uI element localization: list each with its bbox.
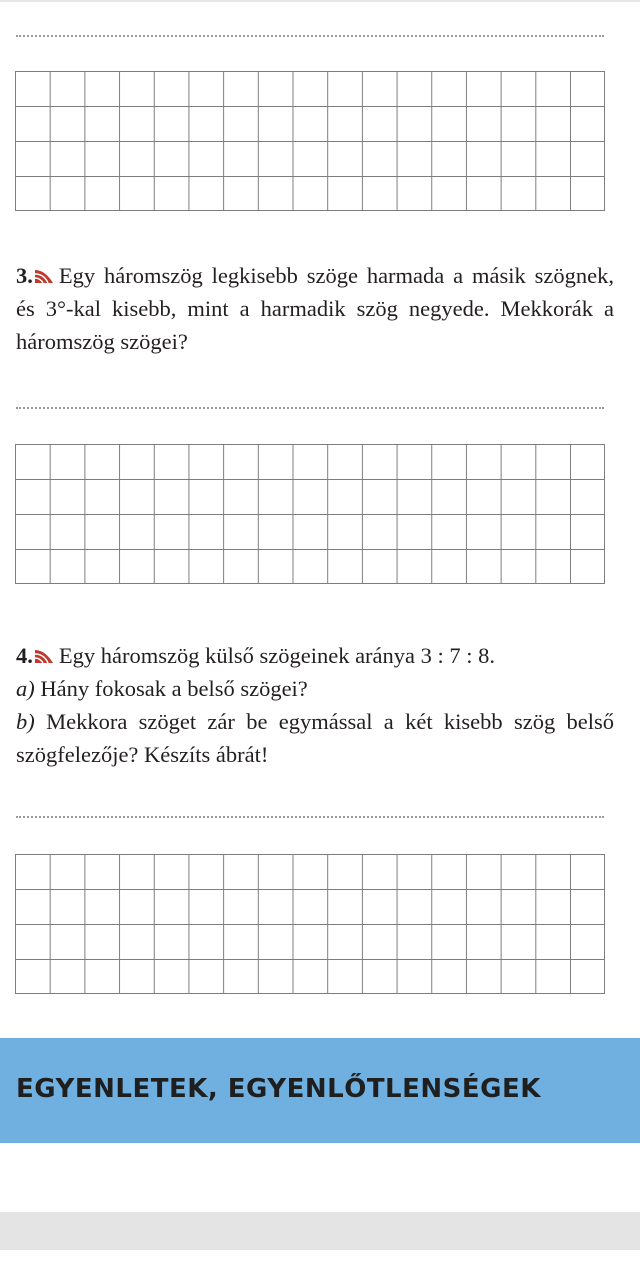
answer-grid[interactable] — [15, 854, 605, 994]
subtask-label: b) — [16, 709, 35, 734]
bottom-bar — [0, 1212, 640, 1250]
task-text: Egy háromszög legkisebb szöge harmada a másik szögnek, és 3°-kal kisebb, mint a harmadik szög negyede. Mekkorák a háromszög szögei? — [16, 263, 614, 354]
task-intro: Egy háromszög külső szögeinek aránya 3 : 7 : 8. — [58, 643, 496, 668]
difficulty-icon — [33, 646, 55, 664]
task-4-intro — [16, 639, 614, 672]
subtask-a — [16, 672, 614, 705]
answer-grid[interactable] — [15, 71, 605, 211]
task-3 — [16, 259, 614, 358]
subtask-label: a) — [16, 676, 35, 701]
answer-line[interactable] — [16, 407, 604, 409]
answer-line[interactable] — [16, 816, 604, 818]
task-number: 3. — [16, 263, 33, 288]
task-3-text — [16, 259, 614, 358]
task-4 — [16, 639, 614, 771]
answer-grid[interactable] — [15, 444, 605, 584]
chapter-banner — [0, 1038, 640, 1143]
answer-line[interactable] — [16, 35, 604, 37]
subtask-text: Mekkora szöget zár be egymással a két kisebb szög belső szögfelezője? Készíts ábrát! — [16, 709, 615, 767]
subtask-b — [16, 705, 614, 771]
subtask-text: Hány fokosak a belső szögei? — [40, 676, 308, 701]
difficulty-icon — [33, 266, 55, 284]
chapter-title: EGYENLETEK, EGYENLŐTLENSÉGEK — [16, 1074, 541, 1104]
top-border — [0, 0, 640, 2]
task-number: 4. — [16, 643, 33, 668]
